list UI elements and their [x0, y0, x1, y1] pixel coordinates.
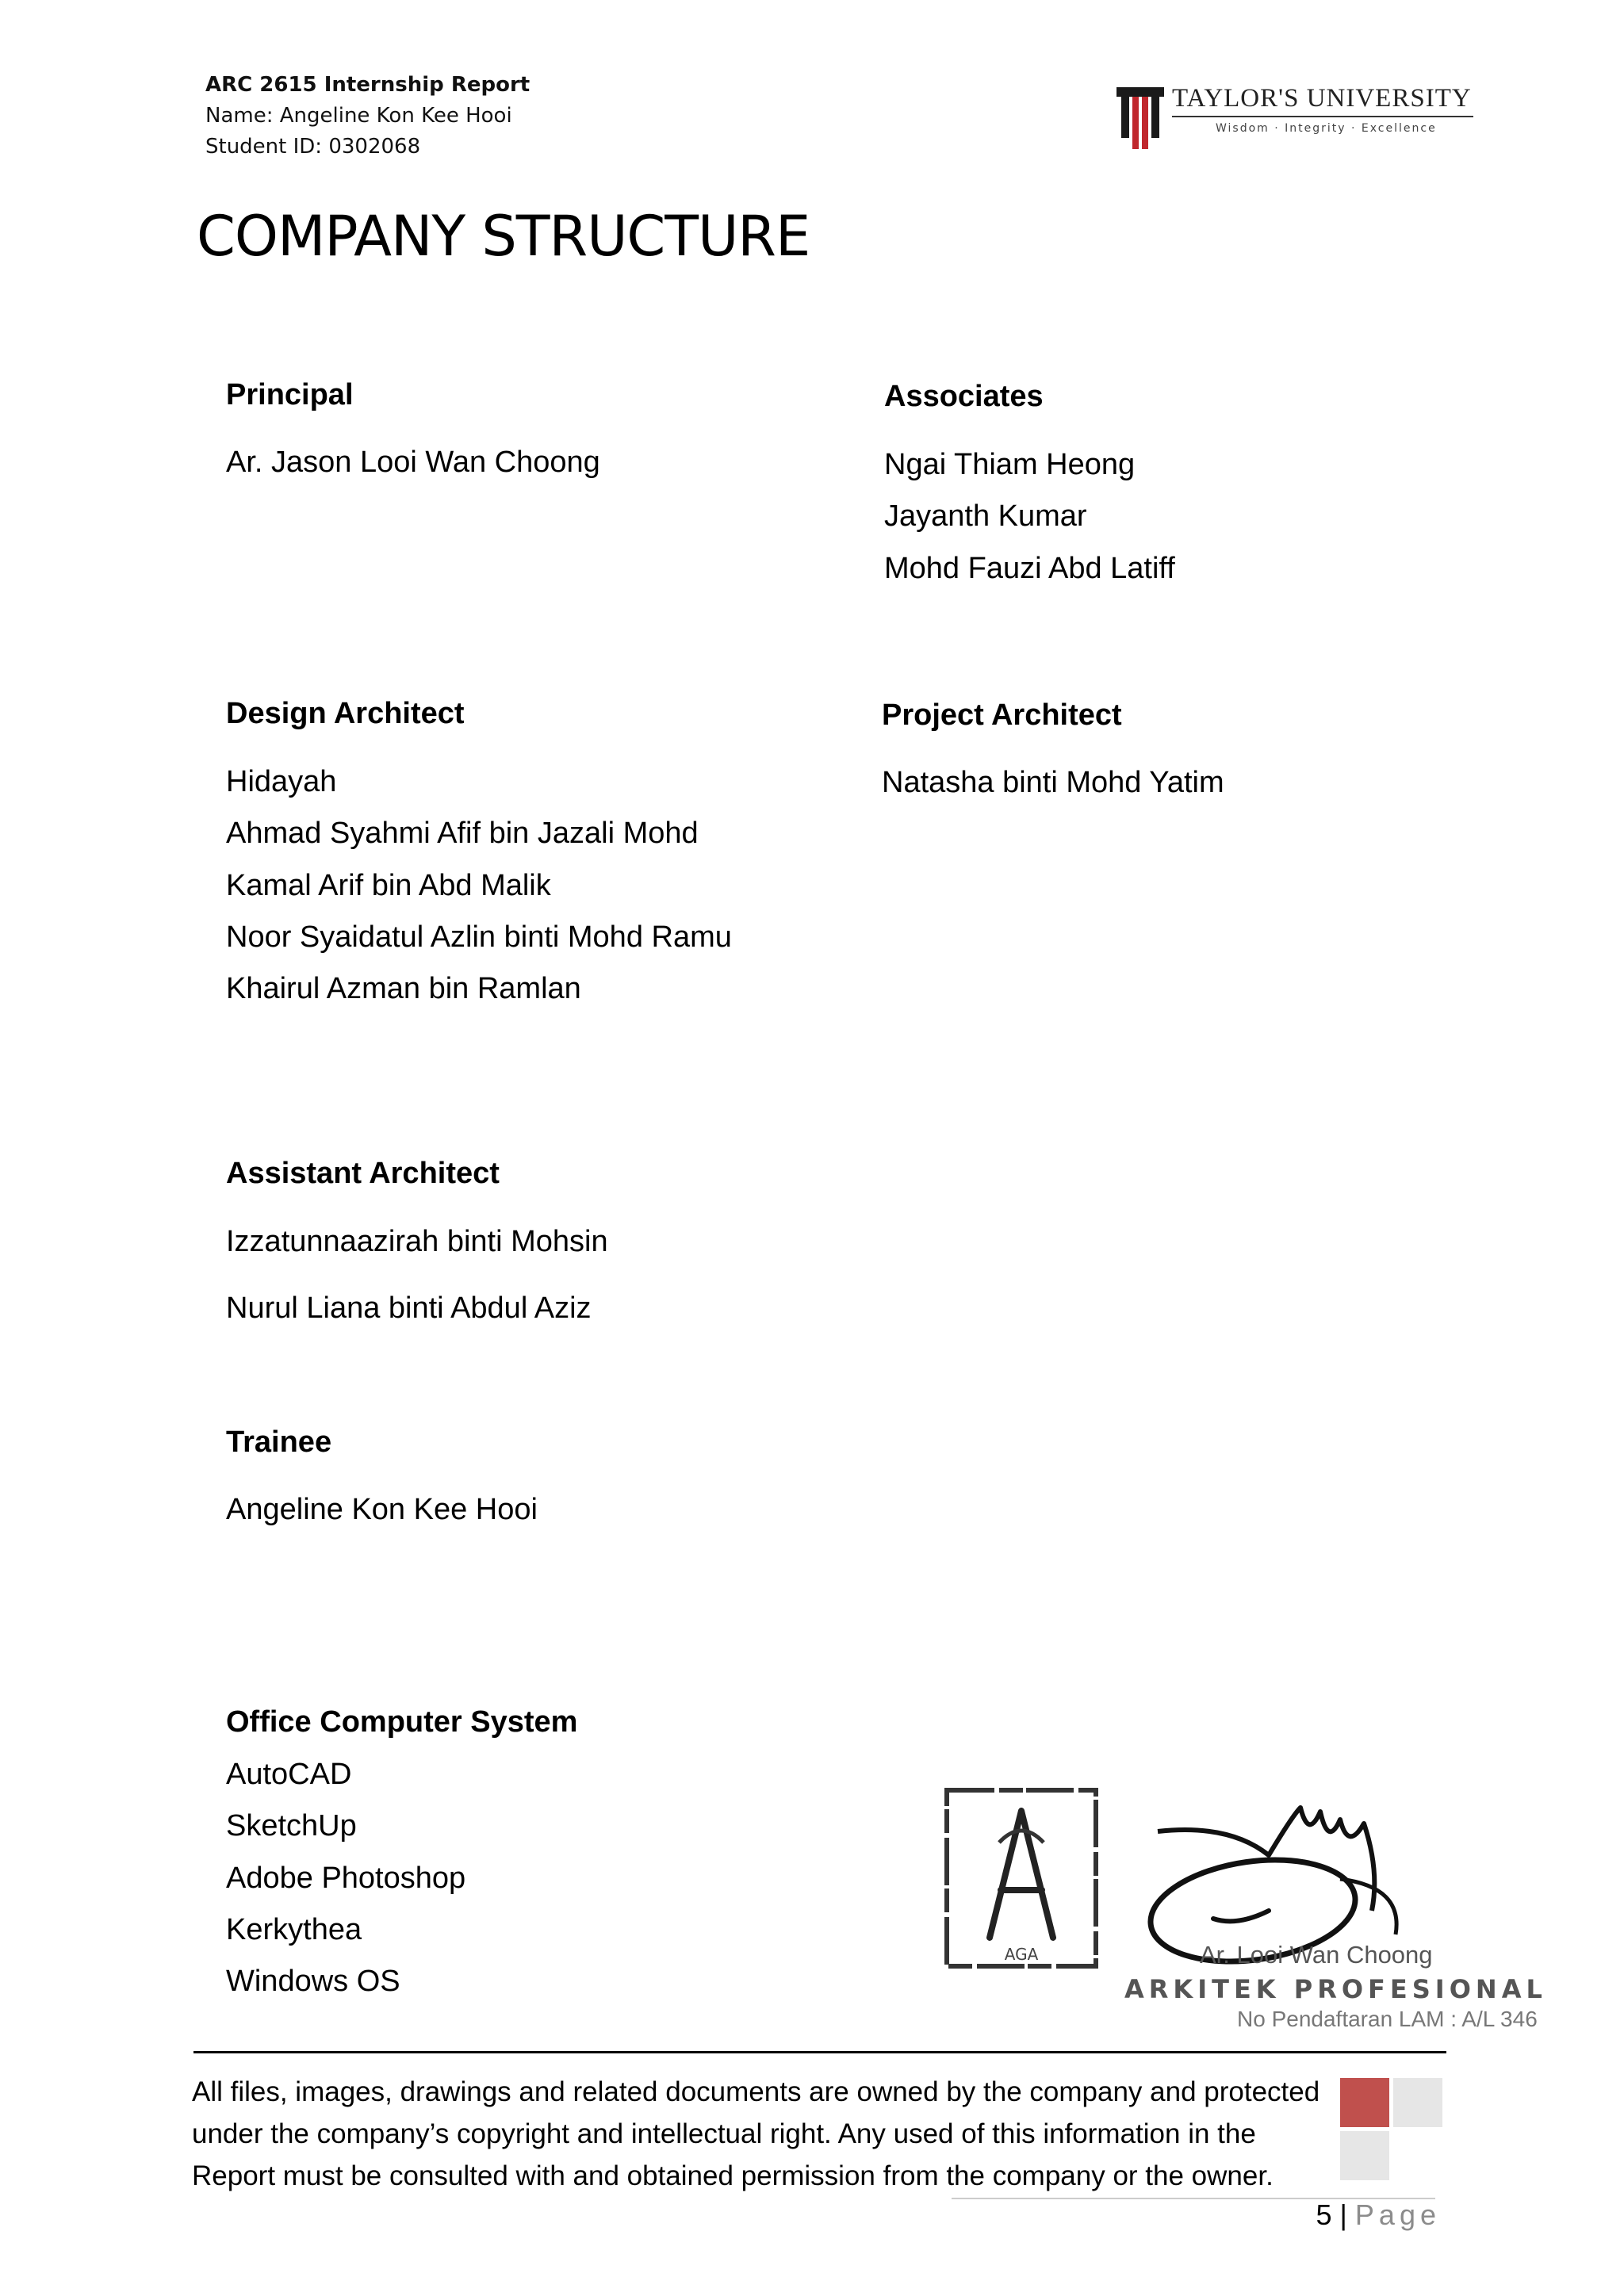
logo-tagline: Wisdom · Integrity · Excellence [1216, 122, 1437, 135]
associates-heading: Associates [884, 380, 1044, 413]
signatory-registration: No Pendaftaran LAM : A/L 346 [1237, 2007, 1538, 2031]
software-item: Kerkythea [226, 1913, 362, 1946]
page-label: Page [1354, 2198, 1441, 2231]
assistant-architect-item: Nurul Liana binti Abdul Aziz [226, 1292, 592, 1325]
signatory-title: ARKITEK PROFESIONAL [1124, 1974, 1547, 2004]
logo-divider [1172, 116, 1473, 117]
report-course-title: ARC 2615 Internship Report [205, 73, 530, 97]
trainee-heading: Trainee [226, 1425, 332, 1459]
footer-divider [193, 2051, 1446, 2053]
student-name: Name: Angeline Kon Kee Hooi [205, 104, 512, 128]
footer-square-grey [1393, 2078, 1442, 2127]
copyright-notice: All files, images, drawings and related documents are owned by the company and protected under the company’s copyright and intellectual right. Any used of this information in the Report must be consulted with and obtained permission from the company or the owner. [192, 2076, 1320, 2191]
page-number-separator: | [1339, 2198, 1347, 2231]
footer-square-red [1340, 2078, 1389, 2127]
associate-item: Jayanth Kumar [884, 499, 1087, 533]
principal-heading: Principal [226, 378, 354, 411]
principal-name: Ar. Jason Looi Wan Choong [226, 446, 600, 479]
taylors-crest-icon [1116, 82, 1167, 154]
software-item: Adobe Photoshop [226, 1862, 466, 1895]
design-architect-item: Hidayah [226, 765, 337, 798]
design-architect-item: Kamal Arif bin Abd Malik [226, 869, 551, 902]
assistant-architect-item: Izzatunnaazirah binti Mohsin [226, 1225, 608, 1258]
associate-item: Mohd Fauzi Abd Latiff [884, 552, 1175, 585]
software-item: Windows OS [226, 1965, 400, 1998]
office-computer-system-heading: Office Computer System [226, 1705, 578, 1739]
stamp-text: AGA [1004, 1945, 1039, 1964]
design-architect-item: Khairul Azman bin Ramlan [226, 972, 581, 1005]
design-architect-item: Noor Syaidatul Azlin binti Mohd Ramu [226, 920, 732, 954]
software-item: SketchUp [226, 1809, 357, 1843]
page-title: COMPANY STRUCTURE [197, 204, 810, 269]
project-architect-item: Natasha binti Mohd Yatim [882, 766, 1224, 799]
student-id: Student ID: 0302068 [205, 135, 421, 159]
project-architect-heading: Project Architect [882, 698, 1122, 732]
architect-a-stamp-icon [944, 1787, 1099, 1969]
assistant-architect-heading: Assistant Architect [226, 1157, 500, 1190]
design-architect-heading: Design Architect [226, 697, 465, 730]
page-number [1316, 2197, 1442, 2233]
signatory-name: Ar. Looi Wan Choong [1200, 1941, 1433, 1969]
trainee-item: Angeline Kon Kee Hooi [226, 1493, 538, 1526]
footer-square-grey [1340, 2131, 1389, 2180]
associate-item: Ngai Thiam Heong [884, 448, 1136, 481]
logo-university-name: TAYLOR'S UNIVERSITY [1172, 84, 1472, 113]
page-number-value: 5 [1316, 2198, 1332, 2231]
design-architect-item: Ahmad Syahmi Afif bin Jazali Mohd [226, 817, 699, 850]
software-item: AutoCAD [226, 1758, 352, 1791]
taylors-university-logo [1116, 82, 1475, 154]
